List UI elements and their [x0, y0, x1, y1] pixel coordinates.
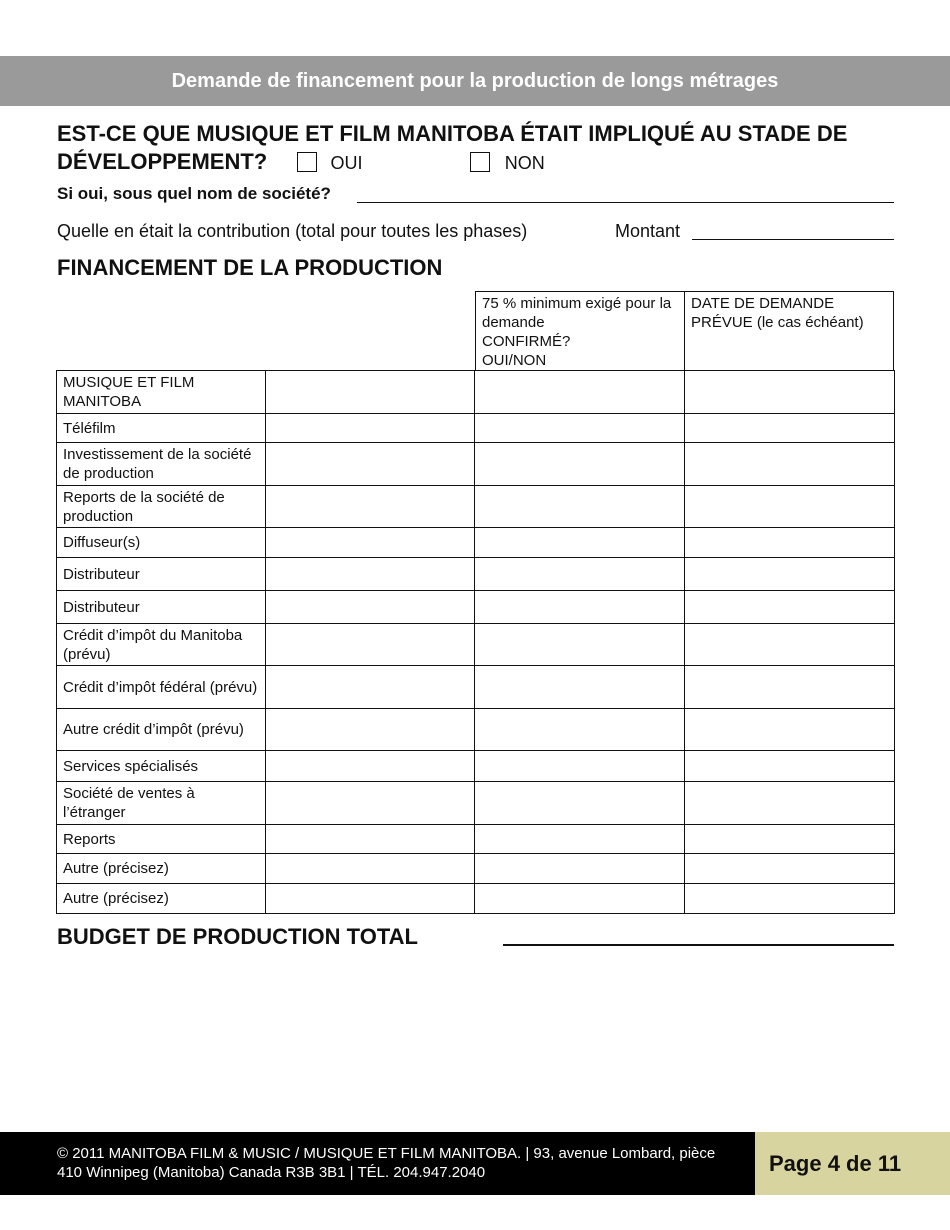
table-row	[57, 709, 895, 751]
table-row	[57, 414, 895, 443]
confirmed-cell[interactable]	[475, 528, 685, 558]
table-row	[57, 558, 895, 591]
footer-line1: © 2011 MANITOBA FILM & MUSIC / MUSIQUE ET FILM MANITOBA. | 93, avenue Lombard, pièce	[57, 1145, 716, 1162]
amount-cell[interactable]	[266, 884, 475, 914]
amount-label: Montant	[615, 221, 681, 241]
confirmed-cell[interactable]	[475, 825, 685, 854]
no-label: NON	[504, 153, 545, 173]
source-label: Distributeur	[57, 591, 266, 624]
table-row	[57, 782, 895, 825]
confirmed-cell[interactable]	[475, 558, 685, 591]
financing-table	[56, 370, 895, 914]
date-cell[interactable]	[685, 709, 895, 751]
source-label: Services spécialisés	[57, 751, 266, 782]
table-row	[57, 486, 895, 528]
amount-cell[interactable]	[266, 782, 475, 825]
amount-cell[interactable]	[266, 371, 475, 414]
amount-cell[interactable]	[266, 751, 475, 782]
date-cell[interactable]	[685, 443, 895, 486]
header-text: 75 % minimum exigé pour la	[482, 295, 672, 312]
date-cell[interactable]	[685, 666, 895, 709]
table-row	[57, 591, 895, 624]
header-text: CONFIRMÉ?	[482, 333, 571, 350]
date-cell[interactable]	[685, 371, 895, 414]
confirmed-cell[interactable]	[475, 486, 685, 528]
source-label: MUSIQUE ET FILM MANITOBA	[57, 371, 266, 414]
contribution-label: Quelle en était la contribution (total pour toutes les phases)	[57, 221, 528, 241]
confirmed-cell[interactable]	[475, 854, 685, 884]
source-label: Autre crédit d’impôt (prévu)	[57, 709, 266, 751]
confirmed-cell[interactable]	[475, 666, 685, 709]
table-row	[57, 884, 895, 914]
form-banner: Demande de financement pour la production de longs métrages	[0, 56, 950, 106]
source-label: Autre (précisez)	[57, 884, 266, 914]
development-question	[57, 120, 917, 177]
header-text: OUI/NON	[482, 352, 547, 369]
total-budget-label: BUDGET DE PRODUCTION TOTAL	[57, 924, 418, 949]
company-name-label: Si oui, sous quel nom de société?	[57, 184, 331, 203]
confirmed-cell[interactable]	[475, 782, 685, 825]
table-row	[57, 443, 895, 486]
table-row	[57, 371, 895, 414]
source-label: Autre (précisez)	[57, 854, 266, 884]
table-row	[57, 528, 895, 558]
date-cell[interactable]	[685, 486, 895, 528]
date-cell[interactable]	[685, 884, 895, 914]
amount-cell[interactable]	[266, 443, 475, 486]
date-cell[interactable]	[685, 591, 895, 624]
confirmed-cell[interactable]	[475, 884, 685, 914]
confirmed-cell[interactable]	[475, 624, 685, 666]
source-label: Téléfilm	[57, 414, 266, 443]
confirmed-cell[interactable]	[475, 414, 685, 443]
no-checkbox[interactable]	[470, 152, 490, 172]
table-row	[57, 666, 895, 709]
yes-checkbox[interactable]	[297, 152, 317, 172]
development-question-line2: DÉVELOPPEMENT?	[57, 149, 268, 174]
date-cell[interactable]	[685, 825, 895, 854]
date-cell[interactable]	[685, 558, 895, 591]
source-label: Reports	[57, 825, 266, 854]
date-column-header	[684, 291, 894, 371]
total-budget-field[interactable]	[503, 944, 894, 946]
amount-field[interactable]	[692, 239, 894, 240]
source-label: Investissement de la société de production	[57, 443, 266, 486]
confirmed-cell[interactable]	[475, 709, 685, 751]
amount-cell[interactable]	[266, 486, 475, 528]
header-text: demande	[482, 314, 545, 331]
table-row	[57, 854, 895, 884]
header-text: PRÉVUE (le cas échéant)	[691, 314, 864, 331]
amount-cell[interactable]	[266, 825, 475, 854]
date-cell[interactable]	[685, 854, 895, 884]
company-name-field[interactable]	[357, 202, 894, 203]
amount-cell[interactable]	[266, 624, 475, 666]
header-text: DATE DE DEMANDE	[691, 295, 835, 312]
amount-cell[interactable]	[266, 666, 475, 709]
footer-line2: 410 Winnipeg (Manitoba) Canada R3B 3B1 | TÉL. 204.947.2040	[57, 1164, 486, 1181]
date-cell[interactable]	[685, 528, 895, 558]
confirmed-column-header	[475, 291, 685, 371]
date-cell[interactable]	[685, 414, 895, 443]
development-question-line1: EST-CE QUE MUSIQUE ET FILM MANITOBA ÉTAIT IMPLIQUÉ AU STADE DE	[57, 121, 848, 146]
confirmed-cell[interactable]	[475, 591, 685, 624]
table-row	[57, 624, 895, 666]
table-row	[57, 825, 895, 854]
confirmed-cell[interactable]	[475, 751, 685, 782]
amount-cell[interactable]	[266, 591, 475, 624]
page-number: Page 4 de 11	[755, 1132, 950, 1195]
source-label: Distributeur	[57, 558, 266, 591]
amount-cell[interactable]	[266, 558, 475, 591]
amount-cell[interactable]	[266, 854, 475, 884]
confirmed-cell[interactable]	[475, 371, 685, 414]
table-row	[57, 751, 895, 782]
amount-cell[interactable]	[266, 414, 475, 443]
date-cell[interactable]	[685, 624, 895, 666]
amount-cell[interactable]	[266, 528, 475, 558]
confirmed-cell[interactable]	[475, 443, 685, 486]
amount-cell[interactable]	[266, 709, 475, 751]
source-label: Reports de la société de production	[57, 486, 266, 528]
date-cell[interactable]	[685, 751, 895, 782]
date-cell[interactable]	[685, 782, 895, 825]
financing-title: FINANCEMENT DE LA PRODUCTION	[57, 255, 443, 280]
source-label: Diffuseur(s)	[57, 528, 266, 558]
footer-address	[0, 1132, 755, 1195]
source-label: Société de ventes à l’étranger	[57, 782, 266, 825]
source-label: Crédit d’impôt du Manitoba (prévu)	[57, 624, 266, 666]
yes-label: OUI	[330, 153, 363, 173]
source-label: Crédit d’impôt fédéral (prévu)	[57, 666, 266, 709]
